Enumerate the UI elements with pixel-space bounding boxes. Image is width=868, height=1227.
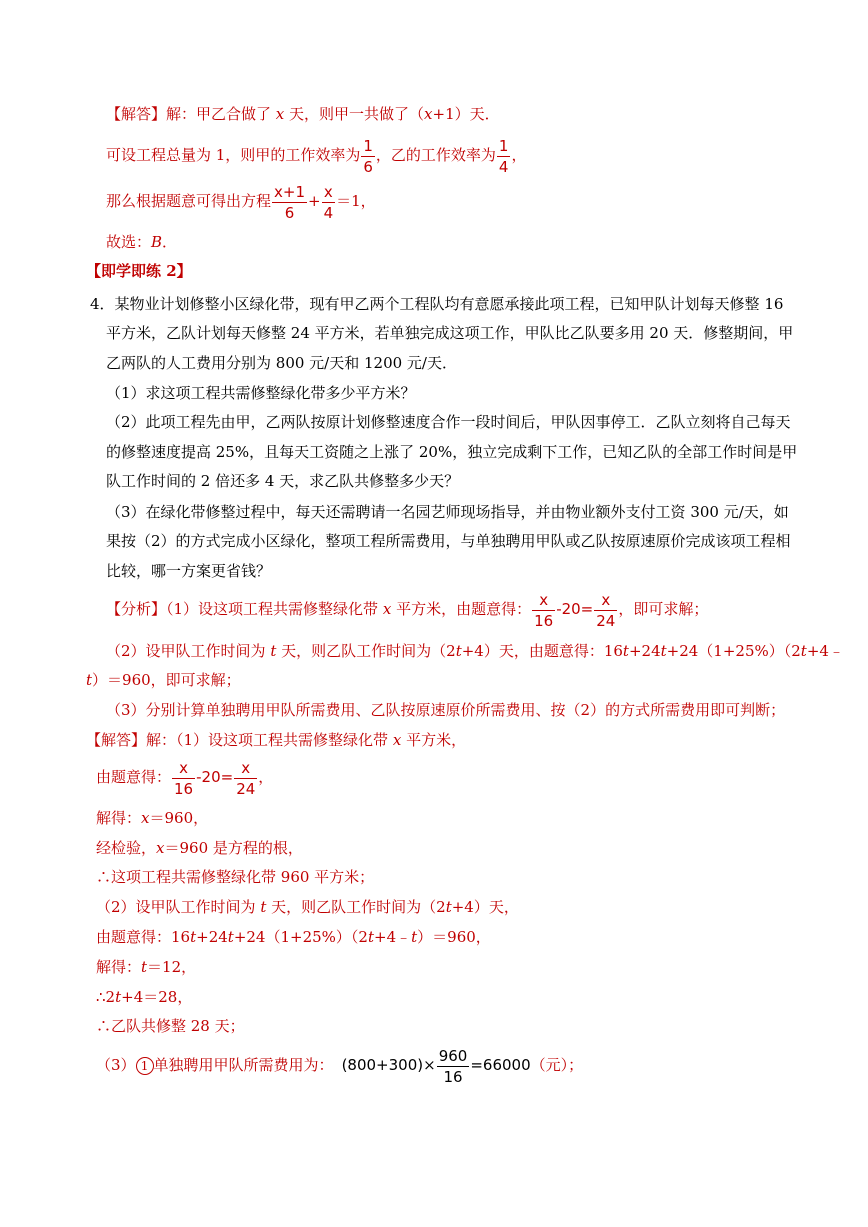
solution-tag: 【解答】: [86, 731, 147, 749]
fraction: $\frac{1}{4}$: [498, 136, 509, 176]
analysis-line-2: （2）设甲队工作时间为 t 天，则乙队工作时间为（2t+4）天，由题意得：16t+24t+24（1+25%）（2t+4﹣: [106, 642, 844, 660]
question-2-line-2: 的修整速度提高 25%，且每天工资随之上涨了 20%，独立完成剩下工作，已知乙队的全部工作时间是甲: [106, 443, 798, 461]
circled-number-1: 1: [136, 1057, 154, 1075]
solution-line-8: 解得：t＝12，: [96, 958, 197, 976]
prev-answer-line-1: 【解答】解：甲乙合做了 x 天，则甲一共做了（x+1）天．: [106, 105, 500, 123]
fraction: $\frac{x}{24}$: [236, 758, 256, 798]
prev-answer-line-4: 故选：B．: [106, 233, 178, 251]
analysis-line-3: （3）分别计算单独聘用甲队所需费用、乙队按原速原价所需费用、按（2）的方式所需费用即可判断；: [106, 701, 786, 719]
answer-tag: 【解答】: [106, 105, 167, 123]
solution-line-10: ∴乙队共修整 28 天；: [96, 1017, 245, 1035]
analysis-tag: 【分析】: [106, 600, 167, 618]
question-2-line-1: （2）此项工程先由甲，乙两队按原计划修整速度合作一段时间后，甲队因事停工．乙队立刻将自己每天: [106, 413, 791, 431]
solution-line-5: ∴这项工程共需修整绿化带 960 平方米；: [96, 868, 375, 886]
question-3-line-3: 比较，哪一方案更省钱？: [106, 562, 272, 580]
solution-line-9: ∴2t+4＝28，: [96, 988, 193, 1006]
problem-line-1: 4．某物业计划修整小区绿化带，现有甲乙两个工程队均有意愿承接此项工程，已知甲队计划每天修整 16: [90, 295, 784, 313]
prev-answer-line-2: 可设工程总量为 1，则甲的工作效率为 $\frac{1}{6}$ ，乙的工作效率为 $\frac{1}{4}$ ，: [106, 136, 527, 176]
solution-line-4: 经检验，x＝960 是方程的根，: [96, 839, 303, 857]
question-1: （1）求这项工程共需修整绿化带多少平方米？: [106, 384, 416, 402]
section-header: 【即学即练 2】: [86, 262, 192, 280]
solution-line-7: 由题意得：16t+24t+24（1+25%）（2t+4﹣t）＝960，: [96, 928, 491, 946]
solution-line-11: （3） 1 单独聘用甲队所需费用为： (800+300)× $\frac{960}{16}$ =66000（元）；: [96, 1046, 584, 1086]
fraction: $\frac{1}{6}$: [363, 136, 373, 176]
solution-line-1: 【解答】解：（1）设这项工程共需修整绿化带 x 平方米，: [86, 731, 467, 749]
fraction: $\frac{x}{4}$: [323, 182, 334, 222]
problem-line-3: 乙两队的人工费用分别为 800 元/天和 1200 元/天．: [106, 354, 457, 372]
problem-line-2: 平方米，乙队计划每天修整 24 平方米，若单独完成这项工作，甲队比乙队要多用 20 天．修整期间，甲: [106, 324, 794, 342]
solution-line-6: （2）设甲队工作时间为 t 天，则乙队工作时间为（2t+4）天，: [96, 898, 519, 916]
analysis-line-1: 【分析】（1）设这项工程共需修整绿化带 x 平方米，由题意得： $\frac{x}{16}$ -20= $\frac{x}{24}$ ，即可求解；: [106, 590, 709, 630]
prev-answer-line-3: 那么根据题意可得出方程 $\frac{x+1}{6}$ + $\frac{x}{4}$ ＝1，: [106, 182, 376, 222]
question-3-line-2: 果按（2）的方式完成小区绿化，整项工程所需费用，与单独聘用甲队或乙队按原速原价完成该项工程相: [106, 532, 791, 550]
solution-line-2: 由题意得： $\frac{x}{16}$ -20= $\frac{x}{24}$ ，: [96, 758, 274, 798]
fraction: $\frac{x}{16}$: [534, 590, 554, 630]
question-2-line-3: 队工作时间的 2 倍还多 4 天，求乙队共修整多少天？: [106, 472, 460, 490]
question-3-line-1: （3）在绿化带修整过程中，每天还需聘请一名园艺师现场指导，并由物业额外支付工资 300 元/天，如: [106, 503, 789, 521]
analysis-line-2b: t）＝960，即可求解；: [86, 671, 241, 689]
fraction: $\frac{x+1}{6}$: [274, 182, 306, 222]
fraction: $\frac{960}{16}$: [438, 1046, 468, 1086]
solution-line-3: 解得：x＝960，: [96, 809, 209, 827]
fraction: $\frac{x}{24}$: [596, 590, 616, 630]
fraction: $\frac{x}{16}$: [174, 758, 194, 798]
